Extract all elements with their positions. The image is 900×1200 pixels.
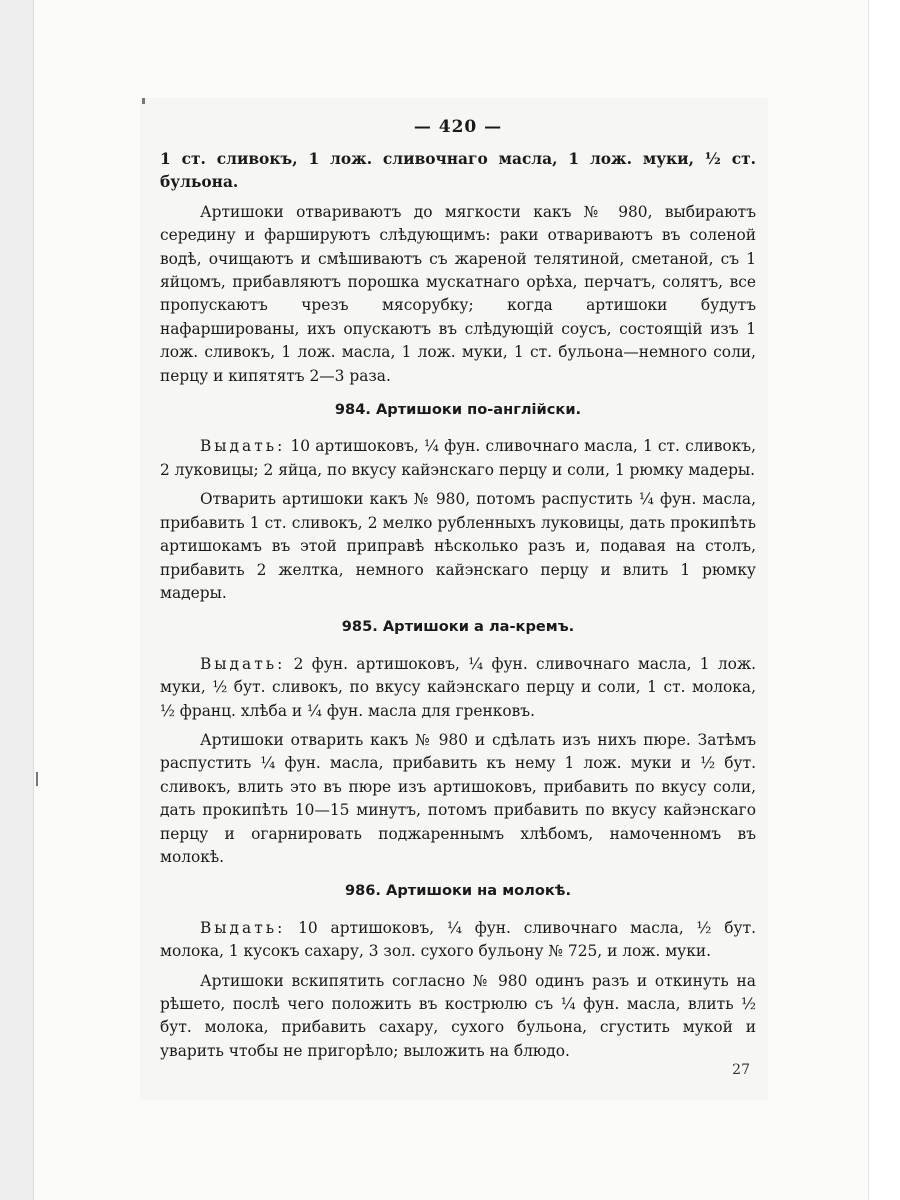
page-number-header: — 420 —: [413, 117, 503, 137]
book-spine-shadow: [0, 0, 34, 1200]
scan-speck: [36, 772, 38, 786]
continuation-ingredients: 1 ст. сливокъ, 1 лож. сливочнаго масла, 1 лож. муки, ½ ст. бульона.: [160, 150, 756, 192]
recipe-title-984: 984. Артишоки по-англійски.: [334, 401, 582, 419]
issue-label: Выдать:: [200, 437, 286, 456]
continuation-method: Артишоки отвариваютъ до мягкости какъ № 980, выбираютъ середину и фаршируютъ слѣдующимъ: раки отвариваютъ въ соленой водѣ, очищаютъ и смѣшиваютъ съ жареной телятиной, сметаной, съ 1 яйцомъ, прибавляютъ порошка мускатнаго орѣха, перчатъ, солятъ, все пропускаютъ чрезъ мясорубку; когда артишоки будутъ нафаршированы, ихъ опускаютъ въ слѣдующій соусъ, состоящій изъ 1 лож. сливокъ, 1 лож. масла, 1 лож. муки, 1 ст. бульона—немного соли, перцу и кипятятъ 2—3 раза.: [160, 202, 756, 385]
page-text: [160, 112, 756, 1063]
recipe-985-method: Артишоки отварить какъ № 980 и сдѣлать изъ нихъ пюре. Затѣмъ распустить ¼ фун. масла, прибавить къ нему 1 лож. муки и ½ бут. сливокъ, влить это въ пюре изъ артишоковъ, прибавить по вкусу соли, дать прокипѣть 10—15 минутъ, потомъ прибавить по вкусу кайэнскаго перцу и огарнировать поджареннымъ хлѣбомъ, намоченномъ въ молокѣ.: [160, 730, 756, 866]
sheet-number-footer: 27: [732, 1062, 750, 1078]
recipe-986-method: Артишоки вскипятить согласно № 980 одинъ разъ и откинуть на рѣшето, послѣ чего положить въ кострюлю съ ¼ фун. масла, влить ½ бут. молока, прибавить сахару, сухого бульона, сгустить мукой и уварить чтобы не пригорѣло; выложить на блюдо.: [160, 971, 756, 1060]
recipe-986-ingredients: [160, 917, 756, 964]
issue-label: Выдать:: [200, 654, 286, 673]
recipe-title-986: 986. Артишоки на молокѣ.: [344, 882, 572, 900]
ingredients-text: 10 артишоковъ, ¼ фун. сливочнаго масла, ½ бут. молока, 1 кусокъ сахару, 3 зол. сухого бульону № 725, и лож. муки.: [160, 918, 756, 961]
scan-speck: [142, 98, 145, 104]
ingredients-text: 2 фун. артишоковъ, ¼ фун. сливочнаго масла, 1 лож. муки, ½ бут. сливокъ, по вкусу кайэнскаго перцу и соли, 1 ст. молока, ½ франц. хлѣба и ¼ фун. масла для гренковъ.: [160, 654, 756, 720]
recipe-984-ingredients: [160, 435, 756, 482]
recipe-984-method: Отварить артишоки какъ № 980, потомъ распустить ¼ фун. масла, прибавить 1 ст. сливокъ, 2 мелко рубленныхъ луковицы, дать прокипѣть артишокамъ въ этой приправѣ нѣсколько разъ и, подавая на столъ, прибавить 2 желтка, немного кайэнскаго перцу и влить 1 рюмку мадеры.: [160, 490, 756, 602]
recipe-985-ingredients: [160, 653, 756, 723]
issue-label: Выдать:: [200, 918, 286, 937]
recipe-title-985: 985. Артишоки а ла-кремъ.: [341, 618, 575, 636]
ingredients-text: 10 артишоковъ, ¼ фун. сливочнаго масла, 1 ст. сливокъ, 2 луковицы; 2 яйца, по вкусу кайэнскаго перцу и соли, 1 рюмку мадеры.: [160, 437, 756, 479]
